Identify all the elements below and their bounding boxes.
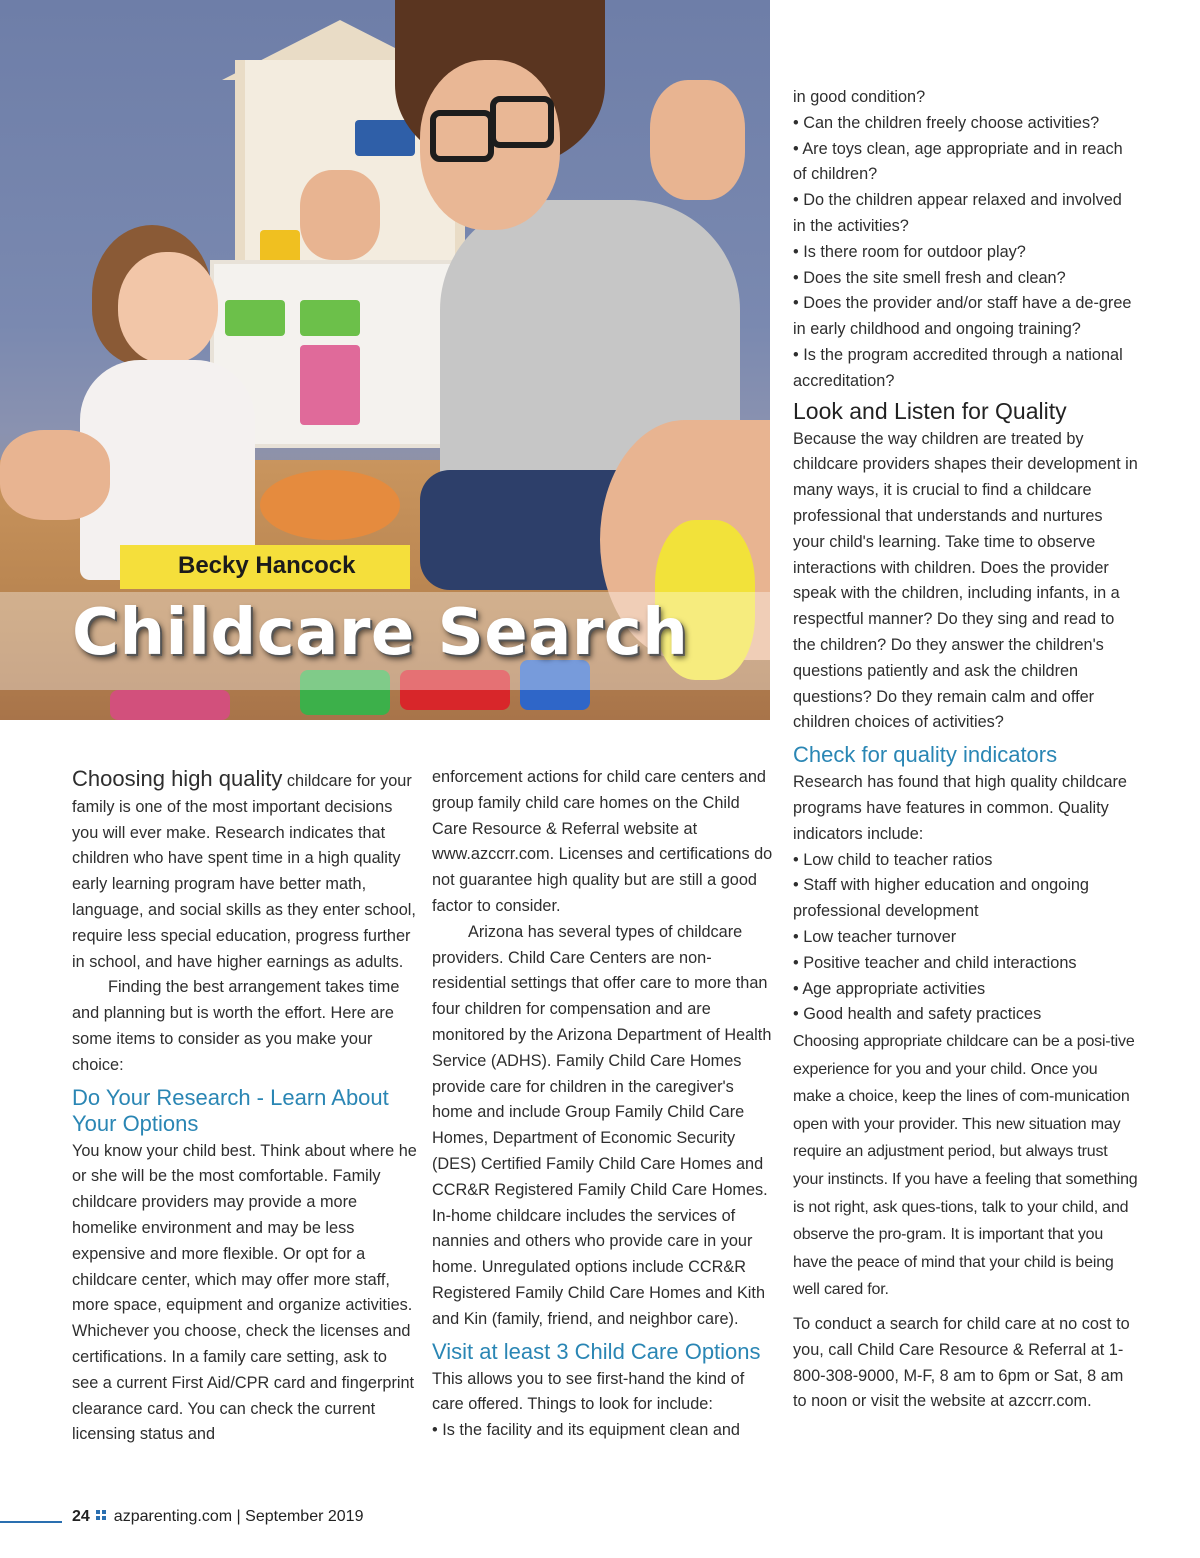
- section-heading: Visit at least 3 Child Care Options: [432, 1338, 761, 1364]
- paragraph: Research has found that high quality childcare programs have features in common. Quality indicators include:: [793, 773, 1127, 843]
- hero-photo: [0, 0, 770, 720]
- spacer: [793, 1304, 1138, 1312]
- indicator-item: • Good health and safety practices: [793, 1005, 1042, 1024]
- fabric-stack: [300, 345, 360, 425]
- footer-rule: [0, 1521, 62, 1523]
- bullet-item: • Can the children freely choose activities?: [793, 113, 1100, 132]
- bullet-item: • Are toys clean, age appropriate and in reach of children?: [793, 139, 1123, 184]
- bullet-item: • Does the site smell fresh and clean?: [793, 268, 1066, 287]
- grid-dots-icon: [96, 1510, 108, 1522]
- paragraph: Arizona has several types of childcare providers. Child Care Centers are non-residential settings that offer care to more than four children for compensation and are monitored by the Arizona Department of Health Service (ADHS). Family Child Care Homes provide care for children in the caregiver's home and include Group Family Child Care Homes, Department of Economic Security (DES) Certified Family Child Care Homes and CCR&R Registered Family Child Care Homes. In-home childcare includes the services of nannies and others who provide care in your home. Unregulated options include CCR&R Registered Family Child Care Homes and Kith and Kin (family, friend, and neighbor care).: [432, 922, 772, 1328]
- indicator-item: • Age appropriate activities: [793, 979, 986, 998]
- toy-bin: [355, 120, 415, 156]
- footer-separator: |: [236, 1508, 241, 1525]
- paragraph: Because the way children are treated by childcare providers shapes their development in many ways, it is crucial to find a childcare professional that understands and nurtures your child's learning. Take time to observe interactions with children. Does the provider speak with the children, including infants, in a respectful manner? Do they sing and read to the children? Do they answer the children's questions patiently and ask the children questions? Do they remain calm and offer children choices of activities?: [793, 429, 1138, 732]
- footer-site: azparenting.com: [113, 1508, 233, 1525]
- author-name: Becky Hancock: [178, 552, 356, 579]
- section-heading: Look and Listen for Quality: [793, 397, 1067, 424]
- toy-bin: [225, 300, 285, 336]
- bullet-item: • Does the provider and/or staff have a de-gree in early childhood and ongoing training?: [793, 294, 1132, 339]
- pink-toy: [110, 690, 230, 720]
- indicator-item: • Low child to teacher ratios: [793, 850, 993, 869]
- glasses-icon: [490, 96, 554, 148]
- glasses-icon: [430, 110, 494, 162]
- indicator-item: • Staff with higher education and ongoing professional development: [793, 876, 1089, 921]
- intro-text: childcare for your family is one of the most important decisions you will ever make. Research indicates that children who have spent time in a high quality early learning program have better math, language, and social skills as they enter school, require less special education, progress further in school, and have higher earnings as adults.: [72, 772, 416, 971]
- intro-lead: Choosing high quality: [72, 766, 283, 791]
- bullet-item: • Is there room for outdoor play?: [793, 242, 1026, 261]
- section-heading: Do Your Research - Learn About Your Options: [72, 1084, 389, 1136]
- girl-face: [118, 252, 218, 364]
- contact-paragraph: To conduct a search for child care at no cost to you, call Child Care Resource & Referral at 1-800-308-9000, M-F, 8 am to 6pm or Sat, 8 am to noon or visit the website at azccrr.com.: [793, 1315, 1130, 1411]
- column-3: [793, 85, 1138, 1415]
- paragraph: Finding the best arrangement takes time and planning but is worth the effort. Here are some items to consider as you make your choice:: [72, 978, 400, 1074]
- bullet-item: • Do the children appear relaxed and involved in the activities?: [793, 191, 1122, 235]
- article-title: Childcare Search: [72, 596, 689, 670]
- paragraph: This allows you to see first-hand the kind of care offered. Things to look for include:: [432, 1369, 745, 1414]
- column-1: [72, 766, 417, 1448]
- teacher-hand-right: [650, 80, 745, 200]
- indicator-item: • Positive teacher and child interactions: [793, 953, 1077, 972]
- paragraph: Choosing appropriate childcare can be a posi-tive experience for you and your child. Once you make a choice, keep the lines of com-munication open with your provider. This new situation may require an adjustment period, but always trust your instincts. If you have a feeling that something is not right, ask ques-tions, talk to your child, and observe the pro-gram. It is important that you have the peace of mind that your child is being well cared for.: [793, 1033, 1138, 1299]
- continued-text: in good condition?: [793, 88, 926, 106]
- footer-date: September 2019: [245, 1508, 364, 1525]
- teacher-hand-left: [300, 170, 380, 260]
- page-footer: [72, 1508, 363, 1526]
- bullet-item: • Is the program accredited through a national accreditation?: [793, 345, 1123, 390]
- paragraph: You know your child best. Think about where he or she will be the most comfortable. Family childcare providers may provide a more homelike environment and may be less expensive and more flexible. Or opt for a childcare center, which may offer more staff, more space, equipment and organize activities. Whichever you choose, check the licenses and certifications. In a family care setting, ask to see a current First Aid/CPR card and fingerprint clearance card. You can check the current licensing status and: [72, 1141, 417, 1444]
- round-rug: [260, 470, 400, 540]
- indicator-item: • Low teacher turnover: [793, 927, 957, 946]
- page-number: 24: [72, 1508, 90, 1525]
- toy-bin: [300, 300, 360, 336]
- bullet-item: • Is the facility and its equipment clean and: [432, 1421, 740, 1440]
- intro-paragraph: [72, 766, 417, 975]
- column-2: [432, 765, 777, 1444]
- paragraph: enforcement actions for child care centers and group family child care homes on the Child Care Resource & Referral website at www.azccrr.com. Licenses and certifications do not guarantee high quality but are still a good factor to consider.: [432, 768, 773, 915]
- section-heading: Check for quality indicators: [793, 742, 1058, 768]
- child-hand: [0, 430, 110, 520]
